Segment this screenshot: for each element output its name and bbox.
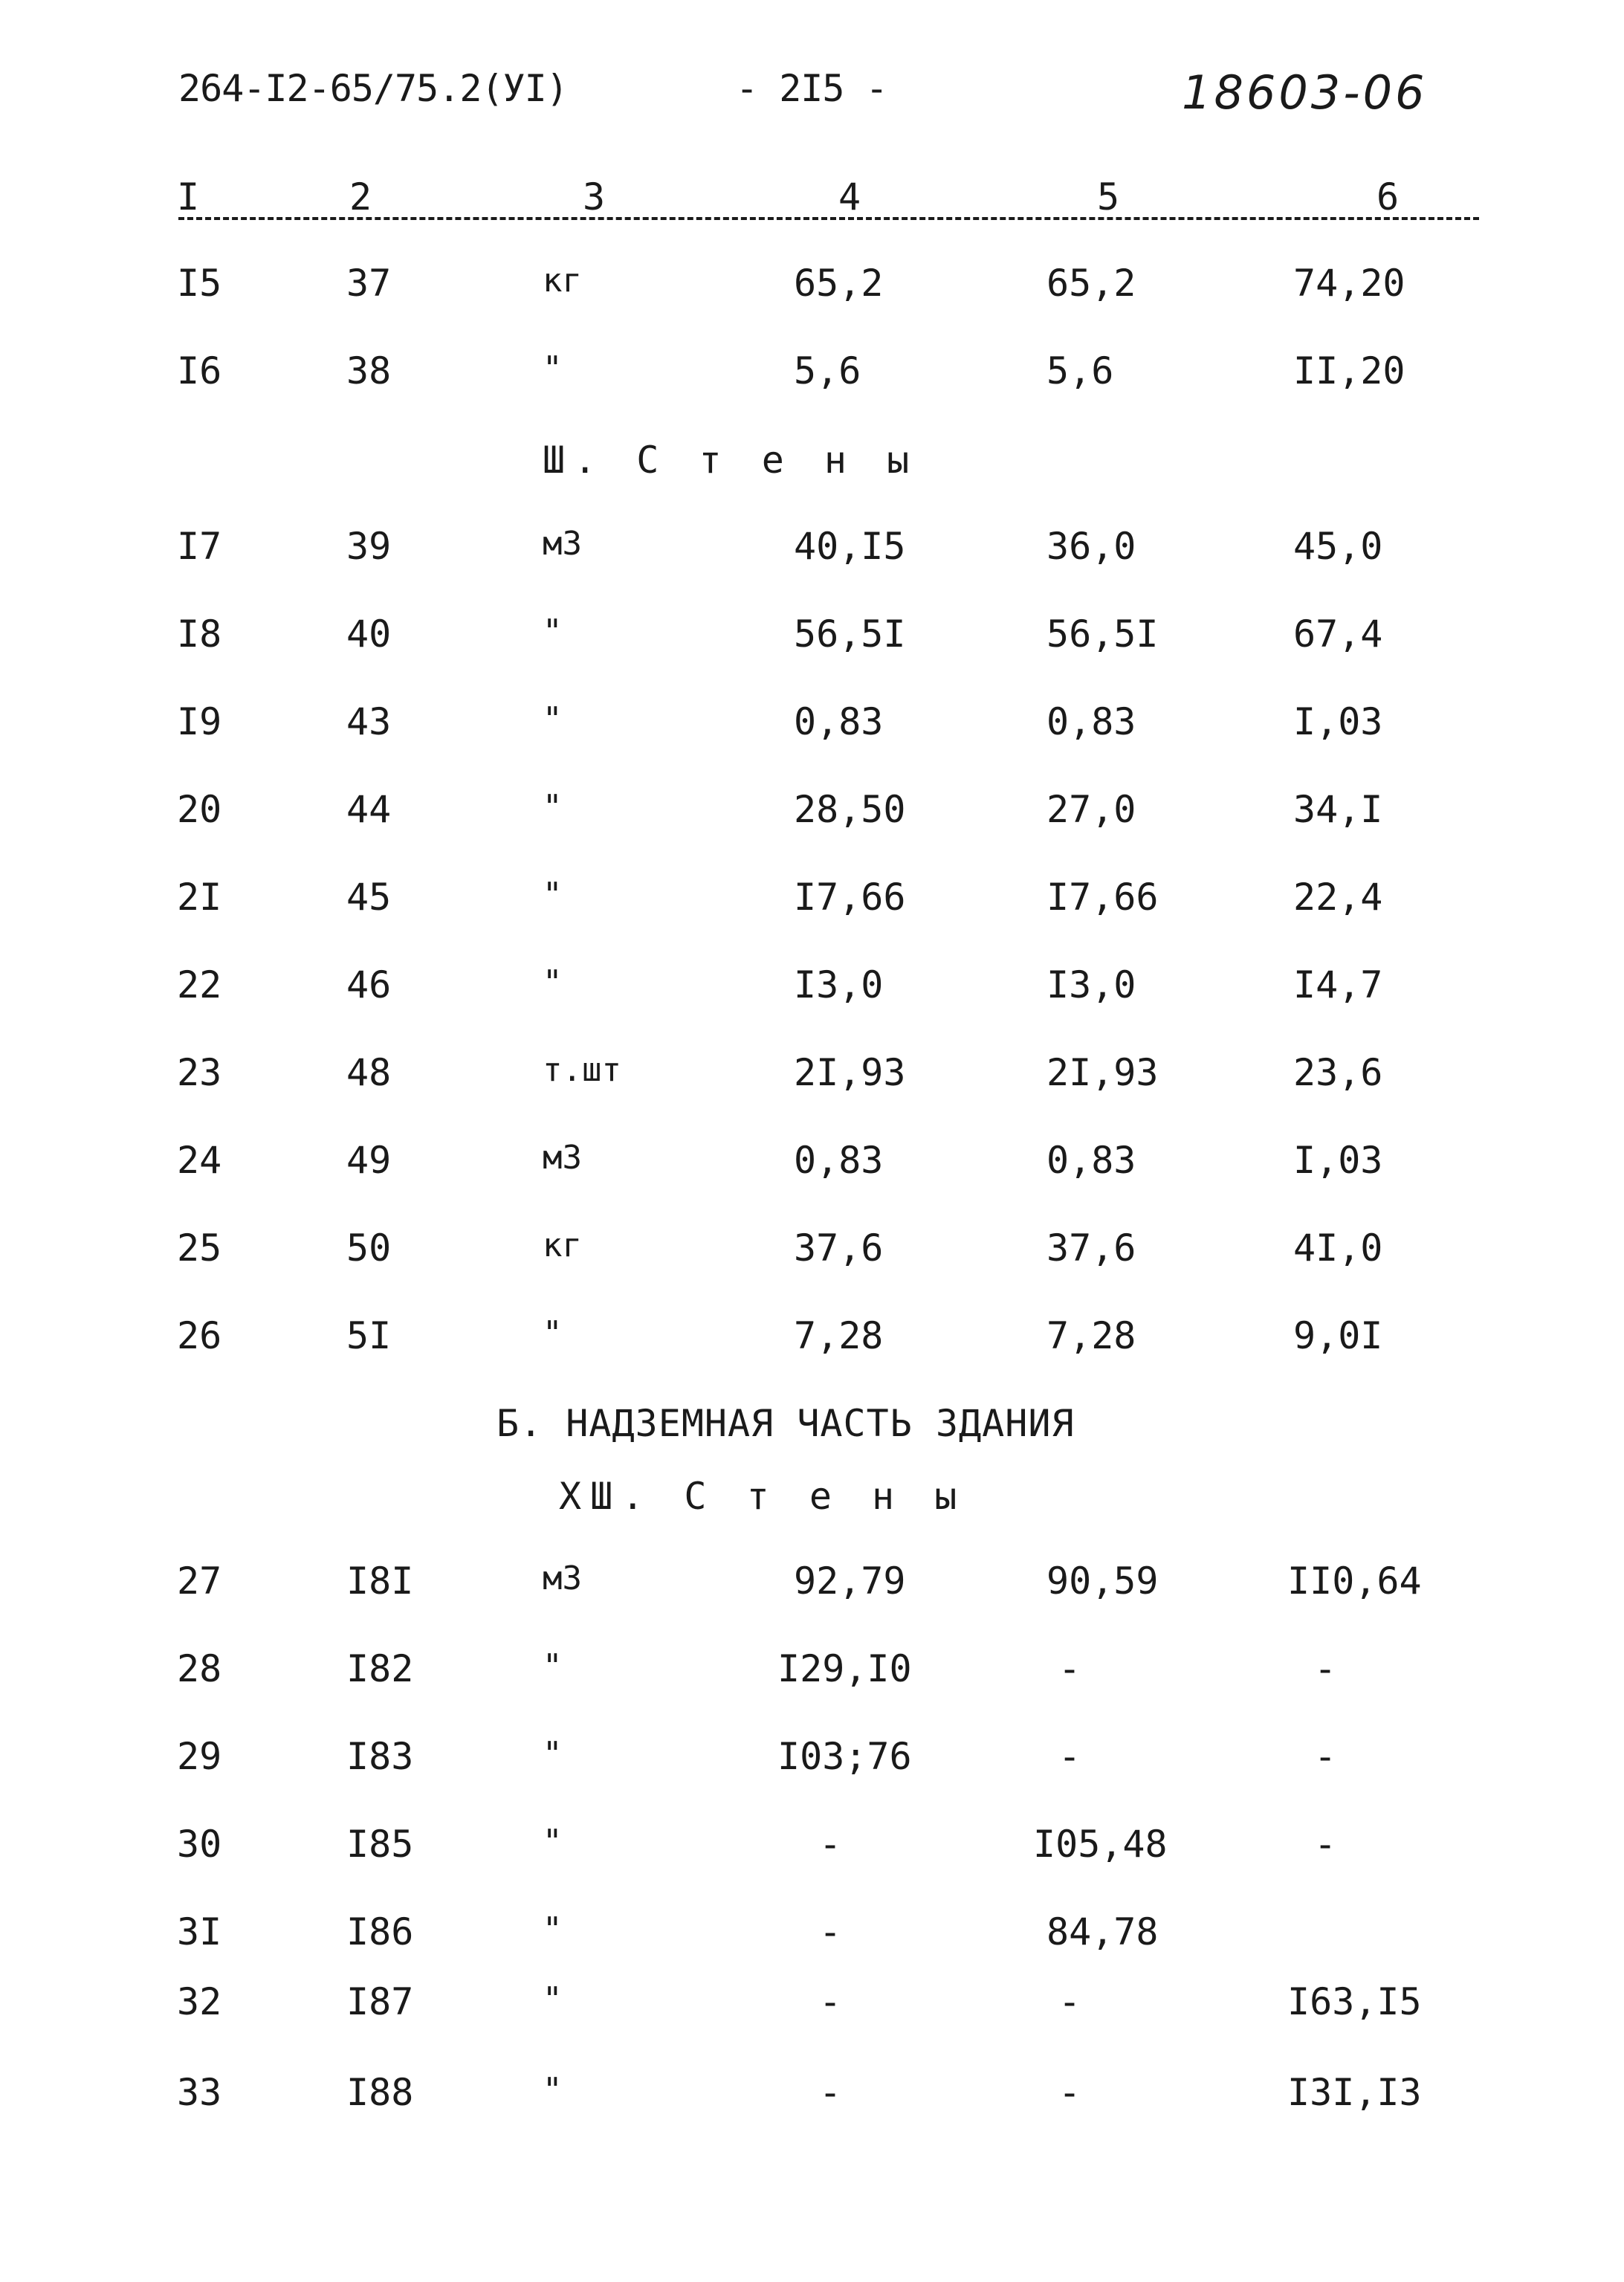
value-col4: 7,28 (794, 1314, 884, 1357)
unit: " (543, 876, 563, 914)
item-code: 38 (346, 349, 392, 392)
value-col5: I7,66 (1046, 876, 1159, 919)
value-col4: - (819, 1823, 842, 1866)
document-code: 264-I2-65/75.2(УI) (178, 67, 568, 110)
value-col6: 34,I (1293, 788, 1383, 831)
value-col4: I7,66 (794, 876, 906, 919)
item-code: 39 (346, 525, 392, 568)
value-col5: - (1058, 1735, 1081, 1778)
item-code: I88 (346, 2071, 414, 2114)
table-row (0, 1647, 1624, 1707)
value-col4: 0,83 (794, 1139, 884, 1182)
value-col5: 37,6 (1046, 1226, 1136, 1270)
column-header-1: I (177, 175, 200, 219)
unit: " (543, 1735, 563, 1773)
value-col6: 9,0I (1293, 1314, 1383, 1357)
value-col6: 67,4 (1293, 612, 1383, 656)
value-col6: 23,6 (1293, 1051, 1383, 1094)
item-code: I8I (346, 1559, 414, 1603)
row-number: 20 (177, 788, 222, 831)
value-col6: - (1314, 1735, 1337, 1778)
section-heading-above-ground: Б. НАДЗЕМНАЯ ЧАСТЬ ЗДАНИЯ (496, 1402, 1075, 1445)
value-col4: I3,0 (794, 963, 884, 1006)
unit: " (543, 1910, 563, 1948)
unit: " (543, 1823, 563, 1861)
item-code: I83 (346, 1735, 414, 1778)
value-col4: I29,I0 (777, 1647, 912, 1690)
value-col4: 5,6 (794, 349, 861, 392)
value-col5: I05,48 (1033, 1823, 1168, 1866)
value-col6: - (1314, 1823, 1337, 1866)
value-col6: II0,64 (1287, 1559, 1422, 1603)
value-col6: II,20 (1293, 349, 1405, 392)
item-code: 45 (346, 876, 392, 919)
table-row (0, 262, 1624, 321)
value-col4: 65,2 (794, 262, 884, 305)
table-row (0, 788, 1624, 847)
value-col6: I3I,I3 (1287, 2071, 1422, 2114)
unit: " (543, 1980, 563, 2018)
value-col5: 56,5I (1046, 612, 1159, 656)
value-col5: 84,78 (1046, 1910, 1159, 1953)
unit: м3 (543, 1559, 582, 1597)
column-header-6: 6 (1376, 175, 1400, 219)
inventory-number: 18603-06 (1182, 65, 1428, 120)
table-row (0, 2071, 1624, 2130)
value-col6: I63,I5 (1287, 1980, 1422, 2023)
item-code: 40 (346, 612, 392, 656)
column-header-5: 5 (1097, 175, 1120, 219)
table-row (0, 525, 1624, 584)
value-col4: 56,5I (794, 612, 906, 656)
unit: " (543, 1314, 563, 1352)
item-code: I82 (346, 1647, 414, 1690)
value-col4: 92,79 (794, 1559, 906, 1603)
unit: " (543, 963, 563, 1001)
row-number: 30 (177, 1823, 222, 1866)
value-col5: 2I,93 (1046, 1051, 1159, 1094)
row-number: I6 (177, 349, 222, 392)
unit: м3 (543, 1139, 582, 1177)
item-code: 44 (346, 788, 392, 831)
value-col6: 45,0 (1293, 525, 1383, 568)
table-row (0, 1226, 1624, 1286)
value-col4: 28,50 (794, 788, 906, 831)
value-col5: I3,0 (1046, 963, 1136, 1006)
item-code: I86 (346, 1910, 414, 1953)
item-code: 5I (346, 1314, 392, 1357)
row-number: 2I (177, 876, 222, 919)
row-number: 32 (177, 1980, 222, 2023)
unit: кг (543, 1226, 582, 1264)
section-heading-walls-3: Ш. С т е н ы (543, 439, 919, 482)
value-col5: - (1058, 2071, 1081, 2114)
item-code: I85 (346, 1823, 414, 1866)
item-code: 50 (346, 1226, 392, 1270)
unit: " (543, 349, 563, 387)
value-col6: I,03 (1293, 1139, 1383, 1182)
page-number: - 2I5 - (736, 67, 887, 110)
value-col6: - (1314, 1647, 1337, 1690)
row-number: 29 (177, 1735, 222, 1778)
table-row (0, 700, 1624, 760)
value-col4: 37,6 (794, 1226, 884, 1270)
column-header-2: 2 (349, 175, 372, 219)
row-number: 33 (177, 2071, 222, 2114)
row-number: I8 (177, 612, 222, 656)
column-header-4: 4 (838, 175, 861, 219)
item-code: 37 (346, 262, 392, 305)
row-number: I9 (177, 700, 222, 743)
unit: " (543, 788, 563, 826)
item-code: 43 (346, 700, 392, 743)
row-number: 27 (177, 1559, 222, 1603)
row-number: 3I (177, 1910, 222, 1953)
value-col4: I03;76 (777, 1735, 912, 1778)
value-col5: 5,6 (1046, 349, 1114, 392)
value-col4: 0,83 (794, 700, 884, 743)
table-row (0, 1051, 1624, 1111)
value-col5: 0,83 (1046, 700, 1136, 743)
value-col6: 4I,0 (1293, 1226, 1383, 1270)
row-number: 22 (177, 963, 222, 1006)
value-col6: I4,7 (1293, 963, 1383, 1006)
item-code: 46 (346, 963, 392, 1006)
unit: м3 (543, 525, 582, 563)
value-col5: 65,2 (1046, 262, 1136, 305)
table-row (0, 1735, 1624, 1794)
table-row (0, 1559, 1624, 1619)
unit: т.шт (543, 1051, 621, 1089)
value-col5: - (1058, 1647, 1081, 1690)
unit: " (543, 612, 563, 650)
table-row (0, 349, 1624, 409)
header-dash-line (178, 217, 1479, 220)
value-col5: - (1058, 1980, 1081, 2023)
row-number: 26 (177, 1314, 222, 1357)
row-number: I5 (177, 262, 222, 305)
table-row (0, 1823, 1624, 1882)
value-col5: 27,0 (1046, 788, 1136, 831)
table-row (0, 876, 1624, 935)
value-col5: 36,0 (1046, 525, 1136, 568)
table-row (0, 1910, 1624, 1970)
value-col4: - (819, 2071, 842, 2114)
section-heading-walls-13: XШ. С т е н ы (559, 1475, 966, 1518)
row-number: 25 (177, 1226, 222, 1270)
item-code: I87 (346, 1980, 414, 2023)
row-number: 24 (177, 1139, 222, 1182)
item-code: 49 (346, 1139, 392, 1182)
item-code: 48 (346, 1051, 392, 1094)
value-col5: 7,28 (1046, 1314, 1136, 1357)
value-col4: - (819, 1910, 842, 1953)
table-row (0, 1314, 1624, 1374)
table-row (0, 963, 1624, 1023)
column-header-3: 3 (583, 175, 606, 219)
table-row (0, 1139, 1624, 1198)
value-col4: 2I,93 (794, 1051, 906, 1094)
unit: " (543, 700, 563, 738)
row-number: I7 (177, 525, 222, 568)
value-col4: - (819, 1980, 842, 2023)
value-col5: 0,83 (1046, 1139, 1136, 1182)
value-col6: 74,20 (1293, 262, 1405, 305)
unit: кг (543, 262, 582, 300)
value-col5: 90,59 (1046, 1559, 1159, 1603)
table-row (0, 1980, 1624, 2040)
row-number: 23 (177, 1051, 222, 1094)
value-col6: I,03 (1293, 700, 1383, 743)
value-col4: 40,I5 (794, 525, 906, 568)
table-row (0, 612, 1624, 672)
unit: " (543, 1647, 563, 1685)
row-number: 28 (177, 1647, 222, 1690)
value-col6: 22,4 (1293, 876, 1383, 919)
unit: " (543, 2071, 563, 2109)
